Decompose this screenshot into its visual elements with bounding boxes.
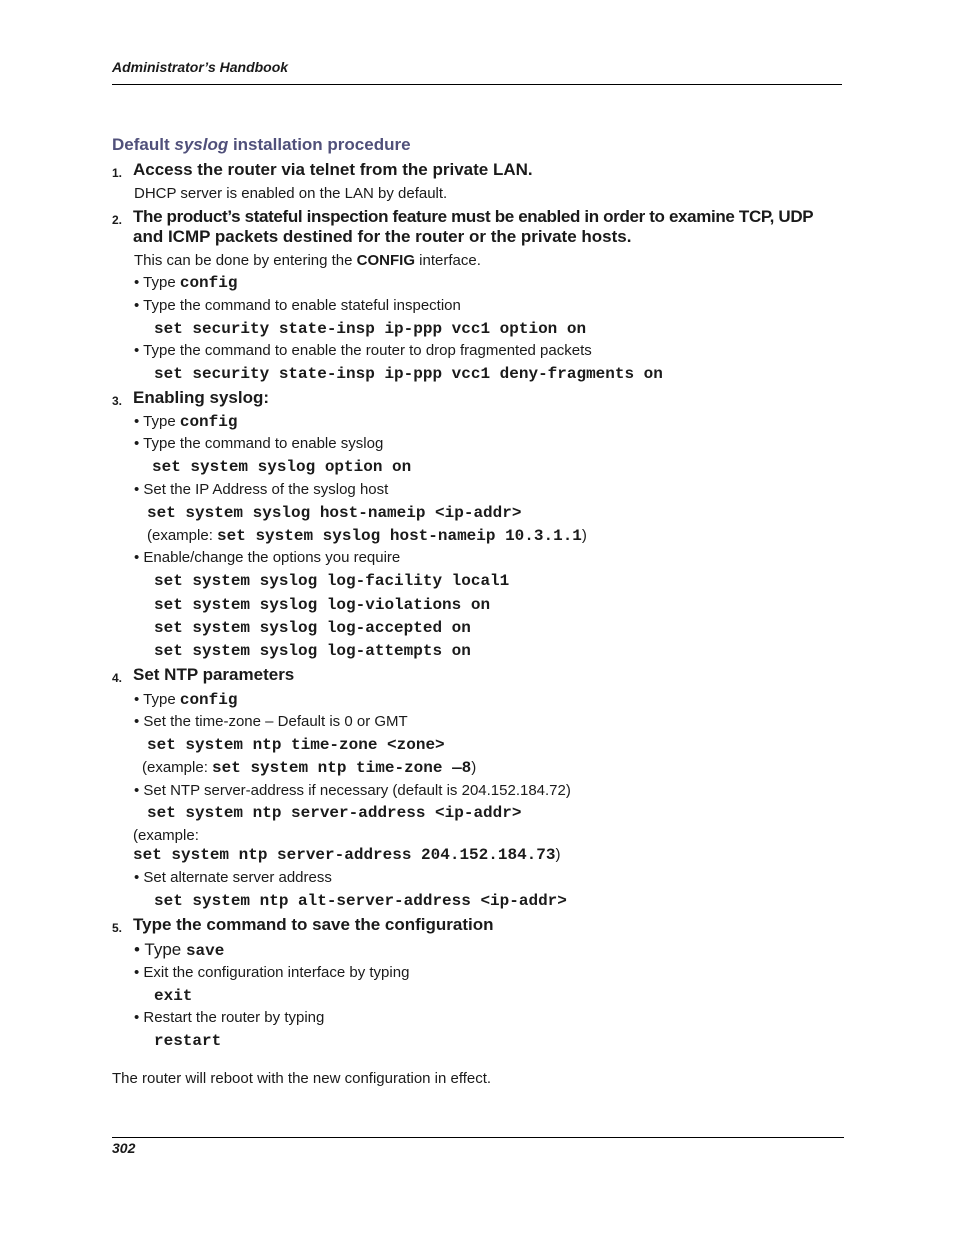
step-number: 4. [112,671,123,685]
example-line [147,527,587,545]
bullet-item: • Enable/change the options you require [134,549,401,566]
example-command: set system ntp server-address 204.152.184.73 [133,846,556,864]
bullet-item: • Set NTP server-address if necessary (default is 204.152.184.72) [134,782,571,799]
command-line: set security state-insp ip-ppp vcc1 option on [154,320,587,338]
step-title: Access the router via telnet from the private LAN. [133,160,533,179]
note-text: interface. [415,252,481,269]
section-heading [112,135,411,155]
example-line [133,846,560,864]
command-line: restart [154,1032,222,1050]
example-command: set system syslog host-nameip 10.3.1.1 [217,527,582,545]
example-line [142,759,476,777]
bullet-item: • Type the command to enable stateful inspection [134,297,461,314]
step-title-cont: and ICMP packets destined for the router or the private hosts. [133,227,632,246]
command-line: set system syslog log-facility local1 [154,572,510,590]
bullet-item: • Type the command to enable syslog [134,435,384,452]
command-line: set system syslog log-attempts on [154,642,471,660]
bullet-text: • Type [134,413,180,430]
section-heading-suffix: installation procedure [232,135,411,154]
command-line: set system syslog option on [152,458,412,476]
example-close: ) [581,527,587,544]
command-line: set system ntp server-address <ip-addr> [147,804,522,822]
section-heading-italic: syslog [174,135,229,154]
step-title: Type the command to save the configuration [133,915,494,934]
example-close: ) [555,846,561,863]
example-close: ) [471,759,477,776]
section-heading-prefix: Default [112,135,170,154]
step-number: 5. [112,921,123,935]
command-line: set system syslog log-accepted on [154,619,471,637]
command-line: set system ntp time-zone <zone> [147,736,445,754]
bullet-item [134,274,237,292]
header-rule [112,84,842,85]
page-number: 302 [112,1140,136,1156]
bullet-item: • Set the IP Address of the syslog host [134,481,389,498]
note-text: This can be done by entering the [134,252,357,269]
step-title: Enabling syslog: [133,388,270,407]
command-line: set security state-insp ip-ppp vcc1 deny-fragments on [154,365,663,383]
bullet-item: • Restart the router by typing [134,1009,325,1026]
step-number: 3. [112,394,123,408]
command: config [179,691,238,709]
bullet-item: • Set alternate server address [134,869,332,886]
step-number: 1. [112,166,123,180]
step-title: The product’s stateful inspection feature must be enabled in order to examine TCP, UDP [133,207,814,226]
bullet-item: • Type the command to enable the router to drop fragmented packets [134,342,592,359]
bullet-text: • Type [134,274,180,291]
step-note [134,252,481,269]
command-line: set system ntp alt-server-address <ip-addr> [154,892,567,910]
command-line: set system syslog log-violations on [154,596,491,614]
bullet-text: • Type [134,940,186,959]
command: config [179,413,238,431]
footer-rule [112,1137,844,1138]
bullet-item [134,413,237,431]
bullet-item [134,940,224,960]
closing-paragraph: The router will reboot with the new configuration in effect. [112,1070,492,1087]
example-label: (example: [142,759,213,776]
example-label: (example: [147,527,218,544]
step-number: 2. [112,213,123,227]
example-command: set system ntp time-zone —8 [212,759,472,777]
bullet-text: • Type [134,691,180,708]
bullet-item: • Set the time-zone – Default is 0 or GMT [134,713,408,730]
command: config [179,274,238,292]
bullet-item [134,691,237,709]
step-note: DHCP server is enabled on the LAN by default. [134,185,448,202]
command-line: exit [154,987,193,1005]
running-header: Administrator’s Handbook [112,59,289,75]
step-title: Set NTP parameters [133,665,295,684]
command: save [185,942,225,960]
bullet-item: • Exit the configuration interface by typing [134,964,410,981]
example-label: (example: [133,827,199,844]
note-bold: CONFIG [356,252,415,269]
command-line: set system syslog host-nameip <ip-addr> [147,504,522,522]
